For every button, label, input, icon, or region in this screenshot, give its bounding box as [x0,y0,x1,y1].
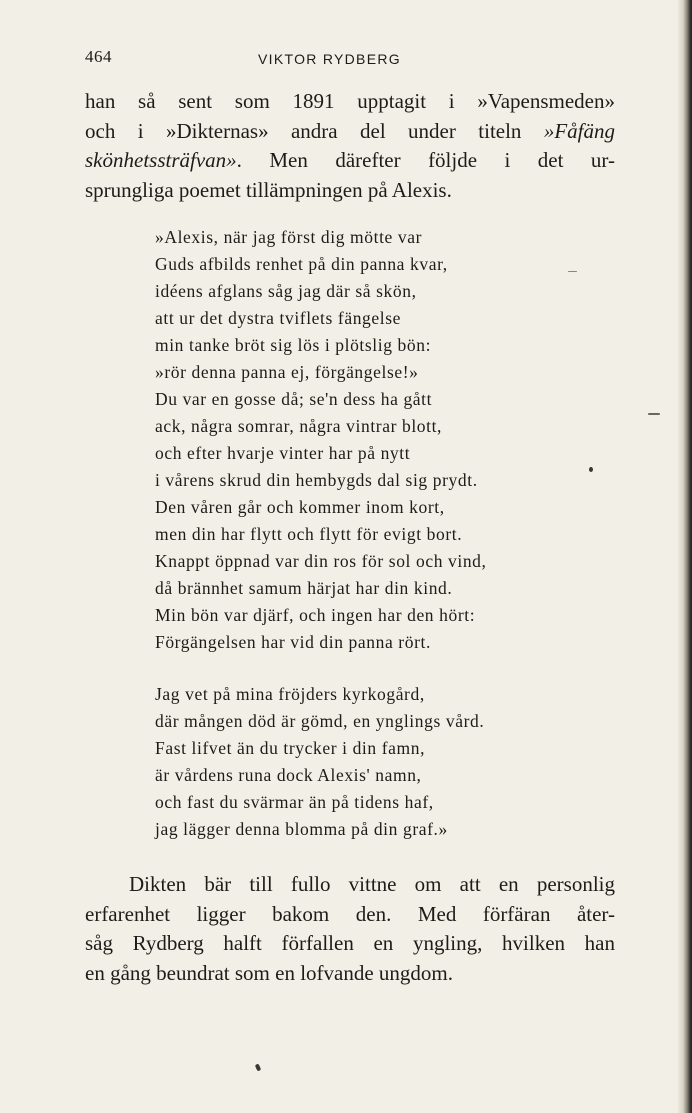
ink-speck [255,1063,262,1071]
poem-verse: i vårens skrud din hembygds dal sig prydt. [155,470,478,490]
text-line: erfarenhet ligger bakom den. Med förfäran åter- [85,901,615,926]
poem-verse: Knappt öppnad var din ros för sol och vind, [155,551,487,571]
ink-speck [568,271,577,272]
paragraph-conclusion [85,870,615,988]
page-number: 464 [85,47,112,66]
text-line: en gång beundrat som en lofvande ungdom. [85,960,453,985]
poem-verse: »Alexis, när jag först dig mötte var [155,227,423,247]
paragraph-intro [85,87,615,205]
ink-speck [648,413,660,415]
poem-verse: att ur det dystra tviflets fängelse [155,308,401,328]
poem-verse: Min bön var djärf, och ingen har den hört: [155,605,476,625]
poem-verse: är vårdens runa dock Alexis' namn, [155,765,422,785]
poem-verse: »rör denna panna ej, förgängelse!» [155,362,419,382]
text-line-part: och i »Dikternas» andra del under titeln [85,118,544,143]
poem-verse: och efter hvarje vinter har på nytt [155,443,411,463]
italic-title-end: skönhetssträfvan» [85,148,237,172]
text-line: såg Rydberg halft förfallen en yngling, hvilken han [85,931,615,955]
text-line: han så sent som 1891 upptagit i »Vapensmeden» [85,89,615,113]
poem-verse: och fast du svärmar än på tidens haf, [155,792,434,812]
poem-stanza-1 [155,224,487,656]
poem-verse: Förgängelsen har vid din panna rört. [155,632,431,652]
poem-verse: min tanke bröt sig lös i plötslig bön: [155,335,432,355]
poem-stanza-2 [155,681,484,843]
poem-verse: Fast lifvet än du trycker i din famn, [155,738,426,758]
text-line: Dikten bär till fullo vittne om att en personlig [129,872,615,896]
poem-verse: ack, några somrar, några vintrar blott, [155,416,443,436]
poem-verse: idéens afglans såg jag där så skön, [155,281,417,301]
running-title: VIKTOR RYDBERG [258,51,401,67]
text-line [85,117,615,147]
text-line-part: . Men därefter följde i det ur- [236,148,615,172]
poem-verse: men din har flytt och flytt för evigt bort. [155,524,463,544]
italic-title-start: »Fåfäng [543,118,615,143]
ink-speck [589,467,593,472]
poem-verse: Den våren går och kommer inom kort, [155,497,445,517]
poem-verse: då brännhet samum härjat har din kind. [155,578,453,598]
poem-verse: Jag vet på mina fröjders kyrkogård, [155,684,425,704]
text-line [85,146,615,176]
poem-verse: där mången död är gömd, en ynglings vård. [155,711,485,731]
poem-verse: Guds afbilds renhet på din panna kvar, [155,254,448,274]
poem-verse: Du var en gosse då; se'n dess ha gått [155,389,433,409]
page-edge-shadow [678,0,692,1113]
poem-verse: jag lägger denna blomma på din graf.» [155,819,448,839]
text-line: sprungliga poemet tillämpningen på Alexis. [85,177,452,202]
